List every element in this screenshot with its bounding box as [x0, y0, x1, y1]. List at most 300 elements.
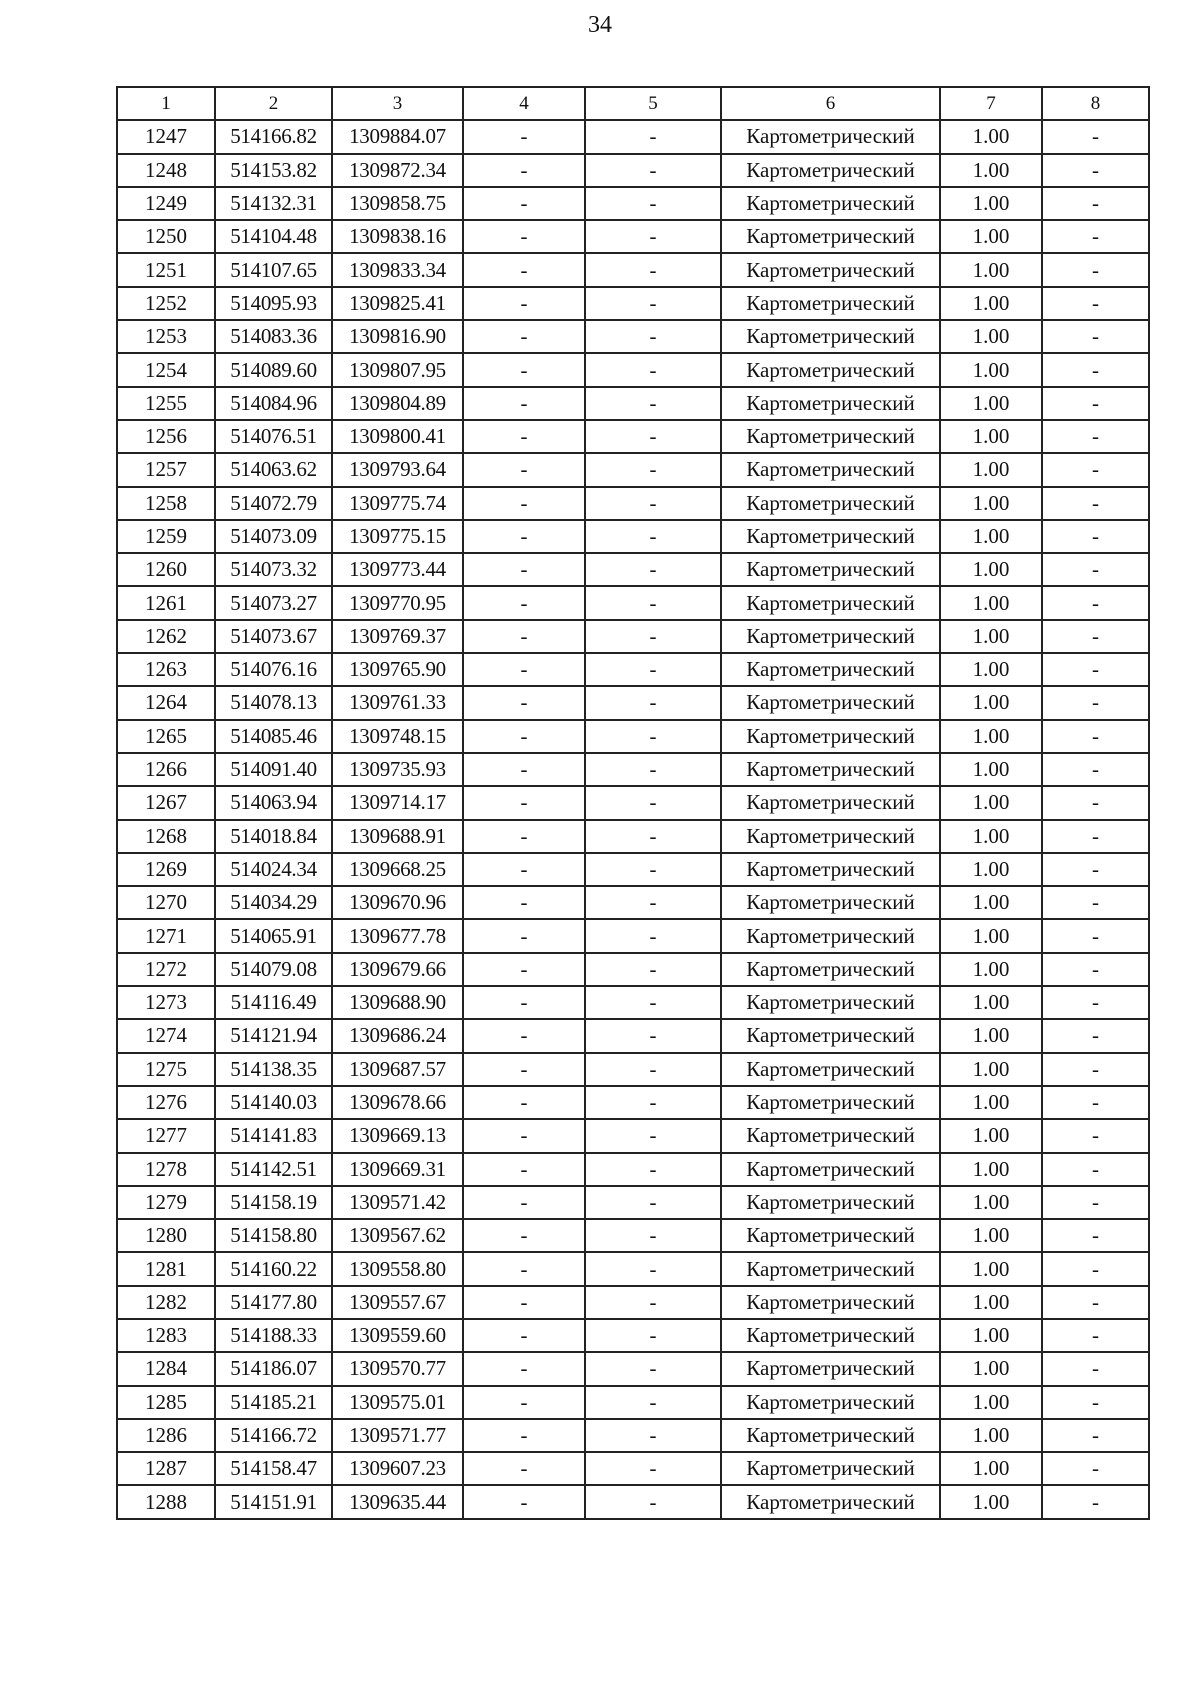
x-coordinate-cell: 514076.51	[215, 420, 332, 453]
accuracy-cell: 1.00	[940, 520, 1042, 553]
y-coordinate-cell: 1309793.64	[332, 453, 463, 486]
col8-cell: -	[1042, 586, 1149, 619]
accuracy-cell: 1.00	[940, 154, 1042, 187]
point-number-cell: 1252	[117, 287, 215, 320]
y-coordinate-cell: 1309688.91	[332, 820, 463, 853]
x-coordinate-cell: 514063.94	[215, 786, 332, 819]
col4-cell: -	[463, 786, 585, 819]
y-coordinate-cell: 1309679.66	[332, 953, 463, 986]
col5-cell: -	[585, 453, 721, 486]
table-row	[117, 1186, 1149, 1219]
y-coordinate-cell: 1309770.95	[332, 586, 463, 619]
table-row	[117, 120, 1149, 153]
col8-cell: -	[1042, 154, 1149, 187]
accuracy-cell: 1.00	[940, 253, 1042, 286]
col8-cell: -	[1042, 686, 1149, 719]
x-coordinate-cell: 514065.91	[215, 919, 332, 952]
table-row	[117, 1452, 1149, 1485]
x-coordinate-cell: 514185.21	[215, 1386, 332, 1419]
accuracy-cell: 1.00	[940, 320, 1042, 353]
method-cell: Картометрический	[721, 1286, 940, 1319]
col5-cell: -	[585, 253, 721, 286]
accuracy-cell: 1.00	[940, 886, 1042, 919]
col8-cell: -	[1042, 919, 1149, 952]
table-row	[117, 520, 1149, 553]
point-number-cell: 1248	[117, 154, 215, 187]
col4-cell: -	[463, 453, 585, 486]
y-coordinate-cell: 1309575.01	[332, 1386, 463, 1419]
method-cell: Картометрический	[721, 353, 940, 386]
x-coordinate-cell: 514085.46	[215, 720, 332, 753]
table-row	[117, 253, 1149, 286]
col4-cell: -	[463, 1419, 585, 1452]
method-cell: Картометрический	[721, 1452, 940, 1485]
col5-cell: -	[585, 886, 721, 919]
y-coordinate-cell: 1309800.41	[332, 420, 463, 453]
col5-cell: -	[585, 520, 721, 553]
col8-cell: -	[1042, 120, 1149, 153]
y-coordinate-cell: 1309557.67	[332, 1286, 463, 1319]
col4-cell: -	[463, 1286, 585, 1319]
x-coordinate-cell: 514151.91	[215, 1485, 332, 1518]
col5-cell: -	[585, 753, 721, 786]
col4-cell: -	[463, 253, 585, 286]
accuracy-cell: 1.00	[940, 653, 1042, 686]
table-row	[117, 786, 1149, 819]
column-header: 4	[463, 87, 585, 120]
x-coordinate-cell: 514018.84	[215, 820, 332, 853]
y-coordinate-cell: 1309804.89	[332, 387, 463, 420]
method-cell: Картометрический	[721, 820, 940, 853]
table-row	[117, 820, 1149, 853]
point-number-cell: 1279	[117, 1186, 215, 1219]
col8-cell: -	[1042, 953, 1149, 986]
y-coordinate-cell: 1309571.77	[332, 1419, 463, 1452]
x-coordinate-cell: 514132.31	[215, 187, 332, 220]
col4-cell: -	[463, 953, 585, 986]
point-number-cell: 1283	[117, 1319, 215, 1352]
method-cell: Картометрический	[721, 1352, 940, 1385]
table-row	[117, 886, 1149, 919]
x-coordinate-cell: 514063.62	[215, 453, 332, 486]
table-row	[117, 586, 1149, 619]
col5-cell: -	[585, 154, 721, 187]
x-coordinate-cell: 514141.83	[215, 1119, 332, 1152]
method-cell: Картометрический	[721, 986, 940, 1019]
point-number-cell: 1254	[117, 353, 215, 386]
x-coordinate-cell: 514034.29	[215, 886, 332, 919]
col4-cell: -	[463, 420, 585, 453]
table-row	[117, 287, 1149, 320]
col4-cell: -	[463, 187, 585, 220]
column-header: 7	[940, 87, 1042, 120]
x-coordinate-cell: 514104.48	[215, 220, 332, 253]
y-coordinate-cell: 1309669.13	[332, 1119, 463, 1152]
method-cell: Картометрический	[721, 720, 940, 753]
point-number-cell: 1277	[117, 1119, 215, 1152]
col5-cell: -	[585, 1319, 721, 1352]
table-row	[117, 1019, 1149, 1052]
point-number-cell: 1286	[117, 1419, 215, 1452]
table-row	[117, 487, 1149, 520]
y-coordinate-cell: 1309677.78	[332, 919, 463, 952]
point-number-cell: 1250	[117, 220, 215, 253]
table-row	[117, 220, 1149, 253]
col8-cell: -	[1042, 1252, 1149, 1285]
col4-cell: -	[463, 1219, 585, 1252]
table-row	[117, 686, 1149, 719]
table-row	[117, 1252, 1149, 1285]
col5-cell: -	[585, 853, 721, 886]
y-coordinate-cell: 1309607.23	[332, 1452, 463, 1485]
point-number-cell: 1255	[117, 387, 215, 420]
accuracy-cell: 1.00	[940, 1386, 1042, 1419]
col4-cell: -	[463, 1119, 585, 1152]
x-coordinate-cell: 514073.32	[215, 553, 332, 586]
y-coordinate-cell: 1309735.93	[332, 753, 463, 786]
accuracy-cell: 1.00	[940, 1452, 1042, 1485]
method-cell: Картометрический	[721, 387, 940, 420]
method-cell: Картометрический	[721, 786, 940, 819]
table-row	[117, 420, 1149, 453]
table-row	[117, 353, 1149, 386]
method-cell: Картометрический	[721, 187, 940, 220]
col8-cell: -	[1042, 653, 1149, 686]
method-cell: Картометрический	[721, 853, 940, 886]
point-number-cell: 1264	[117, 686, 215, 719]
method-cell: Картометрический	[721, 686, 940, 719]
accuracy-cell: 1.00	[940, 686, 1042, 719]
point-number-cell: 1284	[117, 1352, 215, 1385]
col5-cell: -	[585, 1053, 721, 1086]
column-header: 8	[1042, 87, 1149, 120]
point-number-cell: 1281	[117, 1252, 215, 1285]
col4-cell: -	[463, 387, 585, 420]
method-cell: Картометрический	[721, 1386, 940, 1419]
y-coordinate-cell: 1309714.17	[332, 786, 463, 819]
col5-cell: -	[585, 720, 721, 753]
col8-cell: -	[1042, 253, 1149, 286]
col4-cell: -	[463, 1053, 585, 1086]
table-row	[117, 653, 1149, 686]
point-number-cell: 1258	[117, 487, 215, 520]
y-coordinate-cell: 1309571.42	[332, 1186, 463, 1219]
table-row	[117, 1419, 1149, 1452]
accuracy-cell: 1.00	[940, 1019, 1042, 1052]
point-number-cell: 1249	[117, 187, 215, 220]
table-row	[117, 1352, 1149, 1385]
col4-cell: -	[463, 919, 585, 952]
accuracy-cell: 1.00	[940, 1319, 1042, 1352]
col8-cell: -	[1042, 1219, 1149, 1252]
method-cell: Картометрический	[721, 253, 940, 286]
col8-cell: -	[1042, 753, 1149, 786]
table-row	[117, 853, 1149, 886]
point-number-cell: 1287	[117, 1452, 215, 1485]
accuracy-cell: 1.00	[940, 553, 1042, 586]
y-coordinate-cell: 1309687.57	[332, 1053, 463, 1086]
method-cell: Картометрический	[721, 1153, 940, 1186]
y-coordinate-cell: 1309688.90	[332, 986, 463, 1019]
y-coordinate-cell: 1309570.77	[332, 1352, 463, 1385]
col4-cell: -	[463, 120, 585, 153]
accuracy-cell: 1.00	[940, 1286, 1042, 1319]
y-coordinate-cell: 1309765.90	[332, 653, 463, 686]
col4-cell: -	[463, 1153, 585, 1186]
col5-cell: -	[585, 553, 721, 586]
table-row	[117, 1386, 1149, 1419]
method-cell: Картометрический	[721, 287, 940, 320]
accuracy-cell: 1.00	[940, 387, 1042, 420]
point-number-cell: 1273	[117, 986, 215, 1019]
method-cell: Картометрический	[721, 1219, 940, 1252]
table-row	[117, 1053, 1149, 1086]
col5-cell: -	[585, 420, 721, 453]
x-coordinate-cell: 514083.36	[215, 320, 332, 353]
table-row	[117, 953, 1149, 986]
col4-cell: -	[463, 1252, 585, 1285]
col5-cell: -	[585, 1219, 721, 1252]
col8-cell: -	[1042, 1485, 1149, 1518]
x-coordinate-cell: 514095.93	[215, 287, 332, 320]
col5-cell: -	[585, 353, 721, 386]
x-coordinate-cell: 514076.16	[215, 653, 332, 686]
point-number-cell: 1256	[117, 420, 215, 453]
x-coordinate-cell: 514138.35	[215, 1053, 332, 1086]
x-coordinate-cell: 514140.03	[215, 1086, 332, 1119]
accuracy-cell: 1.00	[940, 287, 1042, 320]
x-coordinate-cell: 514091.40	[215, 753, 332, 786]
col5-cell: -	[585, 919, 721, 952]
col5-cell: -	[585, 953, 721, 986]
method-cell: Картометрический	[721, 520, 940, 553]
point-number-cell: 1253	[117, 320, 215, 353]
x-coordinate-cell: 514073.09	[215, 520, 332, 553]
col4-cell: -	[463, 487, 585, 520]
method-cell: Картометрический	[721, 886, 940, 919]
method-cell: Картометрический	[721, 953, 940, 986]
col5-cell: -	[585, 120, 721, 153]
table-row	[117, 187, 1149, 220]
col4-cell: -	[463, 1452, 585, 1485]
method-cell: Картометрический	[721, 154, 940, 187]
col5-cell: -	[585, 686, 721, 719]
x-coordinate-cell: 514116.49	[215, 986, 332, 1019]
col8-cell: -	[1042, 1452, 1149, 1485]
accuracy-cell: 1.00	[940, 753, 1042, 786]
accuracy-cell: 1.00	[940, 353, 1042, 386]
table-row	[117, 753, 1149, 786]
col5-cell: -	[585, 1186, 721, 1219]
col4-cell: -	[463, 320, 585, 353]
x-coordinate-cell: 514079.08	[215, 953, 332, 986]
accuracy-cell: 1.00	[940, 453, 1042, 486]
col8-cell: -	[1042, 220, 1149, 253]
point-number-cell: 1268	[117, 820, 215, 853]
col8-cell: -	[1042, 487, 1149, 520]
col8-cell: -	[1042, 1086, 1149, 1119]
col4-cell: -	[463, 986, 585, 1019]
x-coordinate-cell: 514166.72	[215, 1419, 332, 1452]
col5-cell: -	[585, 620, 721, 653]
col4-cell: -	[463, 586, 585, 619]
col5-cell: -	[585, 187, 721, 220]
col8-cell: -	[1042, 786, 1149, 819]
table-row	[117, 720, 1149, 753]
col8-cell: -	[1042, 1053, 1149, 1086]
x-coordinate-cell: 514158.19	[215, 1186, 332, 1219]
col5-cell: -	[585, 287, 721, 320]
col4-cell: -	[463, 520, 585, 553]
x-coordinate-cell: 514107.65	[215, 253, 332, 286]
col5-cell: -	[585, 1386, 721, 1419]
y-coordinate-cell: 1309761.33	[332, 686, 463, 719]
point-number-cell: 1285	[117, 1386, 215, 1419]
accuracy-cell: 1.00	[940, 1186, 1042, 1219]
point-number-cell: 1266	[117, 753, 215, 786]
y-coordinate-cell: 1309769.37	[332, 620, 463, 653]
point-number-cell: 1272	[117, 953, 215, 986]
method-cell: Картометрический	[721, 1419, 940, 1452]
y-coordinate-cell: 1309838.16	[332, 220, 463, 253]
col5-cell: -	[585, 320, 721, 353]
col5-cell: -	[585, 820, 721, 853]
col4-cell: -	[463, 720, 585, 753]
method-cell: Картометрический	[721, 320, 940, 353]
accuracy-cell: 1.00	[940, 1086, 1042, 1119]
method-cell: Картометрический	[721, 1319, 940, 1352]
method-cell: Картометрический	[721, 1086, 940, 1119]
column-header: 6	[721, 87, 940, 120]
x-coordinate-cell: 514024.34	[215, 853, 332, 886]
col5-cell: -	[585, 387, 721, 420]
x-coordinate-cell: 514160.22	[215, 1252, 332, 1285]
table-row	[117, 919, 1149, 952]
col8-cell: -	[1042, 1352, 1149, 1385]
col5-cell: -	[585, 1352, 721, 1385]
x-coordinate-cell: 514089.60	[215, 353, 332, 386]
col8-cell: -	[1042, 520, 1149, 553]
col4-cell: -	[463, 1485, 585, 1518]
table-header-row	[117, 87, 1149, 120]
method-cell: Картометрический	[721, 586, 940, 619]
accuracy-cell: 1.00	[940, 1352, 1042, 1385]
col8-cell: -	[1042, 886, 1149, 919]
column-header: 3	[332, 87, 463, 120]
table-row	[117, 1119, 1149, 1152]
method-cell: Картометрический	[721, 487, 940, 520]
col4-cell: -	[463, 287, 585, 320]
y-coordinate-cell: 1309686.24	[332, 1019, 463, 1052]
col8-cell: -	[1042, 1286, 1149, 1319]
method-cell: Картометрический	[721, 420, 940, 453]
y-coordinate-cell: 1309833.34	[332, 253, 463, 286]
point-number-cell: 1280	[117, 1219, 215, 1252]
col8-cell: -	[1042, 453, 1149, 486]
accuracy-cell: 1.00	[940, 120, 1042, 153]
col5-cell: -	[585, 1419, 721, 1452]
point-number-cell: 1259	[117, 520, 215, 553]
y-coordinate-cell: 1309825.41	[332, 287, 463, 320]
x-coordinate-cell: 514153.82	[215, 154, 332, 187]
col4-cell: -	[463, 1352, 585, 1385]
table-row	[117, 986, 1149, 1019]
point-number-cell: 1267	[117, 786, 215, 819]
x-coordinate-cell: 514072.79	[215, 487, 332, 520]
col8-cell: -	[1042, 553, 1149, 586]
col4-cell: -	[463, 620, 585, 653]
accuracy-cell: 1.00	[940, 1153, 1042, 1186]
col8-cell: -	[1042, 986, 1149, 1019]
accuracy-cell: 1.00	[940, 919, 1042, 952]
column-header: 5	[585, 87, 721, 120]
table-row	[117, 1286, 1149, 1319]
point-number-cell: 1274	[117, 1019, 215, 1052]
table-row	[117, 620, 1149, 653]
col4-cell: -	[463, 220, 585, 253]
col8-cell: -	[1042, 820, 1149, 853]
x-coordinate-cell: 514158.80	[215, 1219, 332, 1252]
col8-cell: -	[1042, 853, 1149, 886]
method-cell: Картометрический	[721, 1186, 940, 1219]
col5-cell: -	[585, 1485, 721, 1518]
point-number-cell: 1270	[117, 886, 215, 919]
table-row	[117, 387, 1149, 420]
col4-cell: -	[463, 653, 585, 686]
accuracy-cell: 1.00	[940, 953, 1042, 986]
point-number-cell: 1257	[117, 453, 215, 486]
accuracy-cell: 1.00	[940, 1485, 1042, 1518]
col5-cell: -	[585, 786, 721, 819]
col5-cell: -	[585, 986, 721, 1019]
accuracy-cell: 1.00	[940, 720, 1042, 753]
table-row	[117, 1319, 1149, 1352]
accuracy-cell: 1.00	[940, 220, 1042, 253]
method-cell: Картометрический	[721, 620, 940, 653]
accuracy-cell: 1.00	[940, 986, 1042, 1019]
y-coordinate-cell: 1309858.75	[332, 187, 463, 220]
point-number-cell: 1260	[117, 553, 215, 586]
accuracy-cell: 1.00	[940, 1119, 1042, 1152]
col4-cell: -	[463, 686, 585, 719]
col5-cell: -	[585, 586, 721, 619]
table-row	[117, 1086, 1149, 1119]
col8-cell: -	[1042, 353, 1149, 386]
method-cell: Картометрический	[721, 653, 940, 686]
table-row	[117, 453, 1149, 486]
coordinates-table	[116, 86, 1150, 1520]
x-coordinate-cell: 514073.27	[215, 586, 332, 619]
col8-cell: -	[1042, 187, 1149, 220]
y-coordinate-cell: 1309678.66	[332, 1086, 463, 1119]
point-number-cell: 1251	[117, 253, 215, 286]
method-cell: Картометрический	[721, 553, 940, 586]
table-row	[117, 1153, 1149, 1186]
col8-cell: -	[1042, 1119, 1149, 1152]
point-number-cell: 1276	[117, 1086, 215, 1119]
col4-cell: -	[463, 1086, 585, 1119]
x-coordinate-cell: 514121.94	[215, 1019, 332, 1052]
col4-cell: -	[463, 853, 585, 886]
y-coordinate-cell: 1309635.44	[332, 1485, 463, 1518]
col5-cell: -	[585, 1252, 721, 1285]
column-header: 1	[117, 87, 215, 120]
y-coordinate-cell: 1309558.80	[332, 1252, 463, 1285]
point-number-cell: 1269	[117, 853, 215, 886]
col8-cell: -	[1042, 720, 1149, 753]
accuracy-cell: 1.00	[940, 786, 1042, 819]
method-cell: Картометрический	[721, 453, 940, 486]
